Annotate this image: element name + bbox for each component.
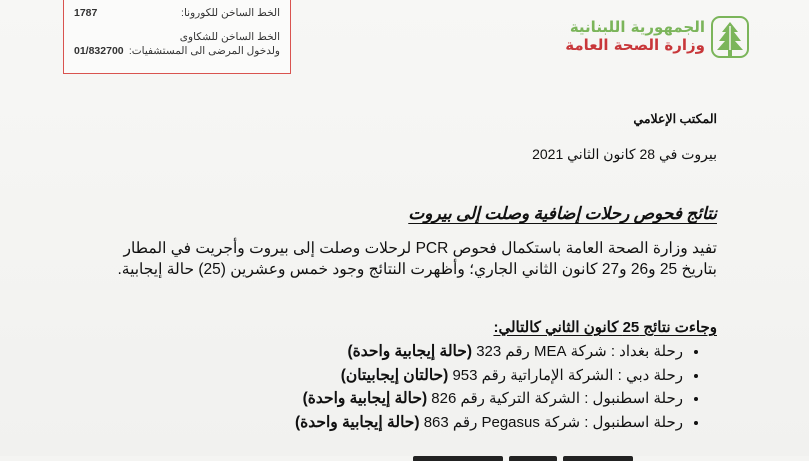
list-item	[123, 340, 683, 364]
corona-hotline-number: 1787	[74, 7, 98, 19]
document-date: بيروت في 28 كانون الثاني 2021	[532, 146, 717, 162]
corona-hotline-label: الخط الساخن للكورونا:	[181, 7, 280, 19]
case-status: (حالة إيجابية واحدة)	[347, 343, 473, 360]
case-status: (حالة إيجابية واحدة)	[294, 413, 420, 431]
list-item	[123, 387, 683, 411]
flight-info: رحلة اسطنبول : شركة Pegasus رقم 863	[423, 413, 683, 431]
results-list	[123, 340, 701, 434]
complaints-hotline-label-1	[74, 30, 280, 44]
case-status: (حالتان إيجابيتان)	[340, 366, 449, 384]
list-item	[123, 411, 683, 435]
complaints-hotline	[74, 44, 280, 58]
corona-hotline	[74, 6, 280, 20]
list-item	[123, 364, 683, 388]
cropped-text-row	[393, 447, 633, 461]
complaints-label-line2: ولدخول المرضى الى المستشفيات:	[128, 45, 280, 57]
complaints-hotline-number: 01/832700	[74, 45, 124, 57]
media-office-label: المكتب الإعلامي	[633, 112, 717, 126]
cedar-icon	[709, 14, 751, 64]
flight-info: رحلة اسطنبول : الشركة التركية رقم 826	[431, 390, 683, 407]
hotline-box	[63, 0, 291, 74]
flight-info: رحلة دبي : الشركة الإماراتية رقم 953	[452, 366, 683, 384]
complaints-label-line1: الخط الساخن للشكاوى	[179, 31, 280, 43]
flight-info: رحلة بغداد : شركة MEA رقم 323	[476, 343, 683, 360]
results-heading: وجاءت نتائج 25 كانون الثاني كالتالي:	[493, 319, 717, 336]
ministry-logo-text	[545, 18, 705, 62]
document-title: نتائج فحوص رحلات إضافية وصلت إلى بيروت	[408, 204, 717, 223]
case-status: (حالة إيجابية واحدة)	[302, 390, 428, 407]
republic-name: الجمهورية اللبنانية	[569, 18, 705, 36]
intro-paragraph: تفيد وزارة الصحة العامة باستكمال فحوص PCR لرحلات وصلت إلى بيروت وأجريت في المطار بتاريخ 25 و26 و27 كانون الثاني الجاري؛ وأظهرت النتائج وجود خمس وعشرين (25) حالة إيجابية.	[117, 240, 717, 278]
ministry-name: وزارة الصحة العامة	[565, 36, 705, 54]
